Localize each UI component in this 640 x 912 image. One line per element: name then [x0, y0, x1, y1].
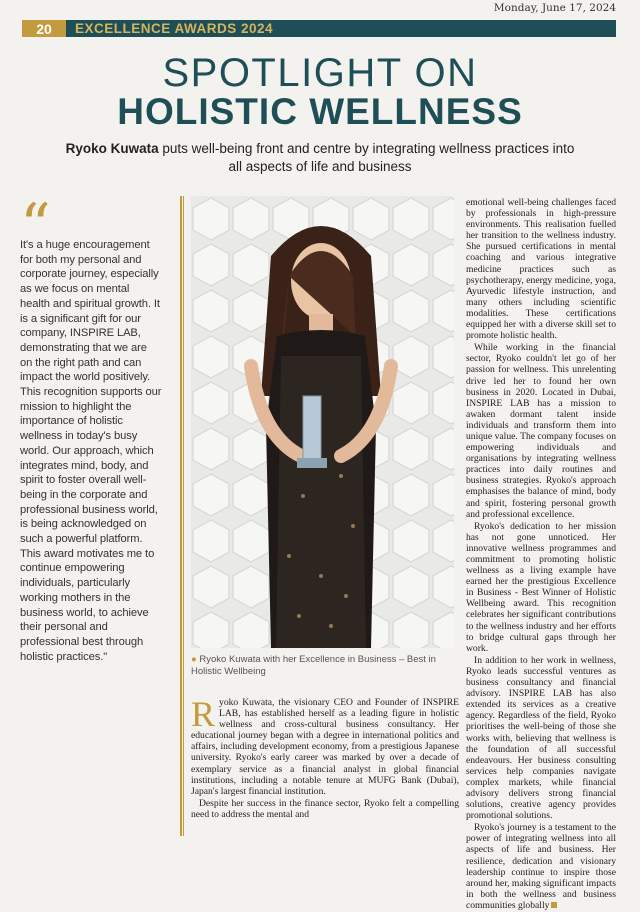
headline-line-2: HOLISTIC WELLNESS: [117, 91, 523, 132]
photo-caption: [191, 654, 457, 677]
article-column-right: [466, 197, 616, 912]
headline-line-1: SPOTLIGHT ON: [162, 51, 478, 95]
section-header-bar: [22, 20, 616, 37]
article-column-middle: [191, 694, 459, 821]
article-paragraph: Ryoko's dedication to her mission has not gone unnoticed. Her innovative wellness programmes and commitment to promoting holistic wellness as a living example have earned her the prestigious Excellence in Business - Best Winner of Holistic Wellbeing award. This recognition celebrates her significant contributions to the wellness industry and her efforts to bridge cultural gaps through her work.: [466, 520, 616, 654]
article-paragraph-final: [466, 822, 616, 911]
quote-mark-icon: “: [20, 191, 51, 261]
article-paragraph-text: yoko Kuwata, the visionary CEO and Founder of INSPIRE LAB, has established herself as a leading figure in holistic wellness and cross-cultural business consultancy. Her educational journey began with a degree in international politics and affairs, including development economy, from a prestigious Japanese university. Ryoko's early career was marked by over a decade of exemplary service as a financial analyst in global financial institutions, including a notable tenure at MUFG Bank (Dubai), Japan's largest financial institution.: [191, 697, 459, 797]
end-mark-icon: [551, 902, 557, 908]
article-paragraph: emotional well-being challenges faced by professionals in high-pressure environments. This realisation fuelled her transition to the wellness industry. She pursued certifications in mental coaching and various integrative medicine practices such as psychotherapy, energy medicine, yoga, Ayurvedic lifestyle instruction, and many others including scientific modalities. These certifications equipped her with a diverse skill set to promote holistic health.: [466, 197, 616, 342]
pull-quote: It's a huge encouragement for both my personal and corporate journey, especially as we focus on mental health and spiritual growth. It is a significant gift for our company, INSPIRE LAB, demonstrating that we are on the right path and can impact the world positively. This recognition supports our mission to highlight the importance of holistic wellness in today's busy world. Our approach, which integrates mind, body, and spirit to foster overall well-being in the corporate and professional business world, is being acknowledged on such a powerful platform. This award motivates me to continue empowering individuals, particularly working mothers in the business world, to achieve their personal and professional best through holistic practices.": [20, 239, 162, 663]
caption-bullet-icon: ●: [191, 654, 197, 665]
column-divider-thin: [183, 196, 184, 836]
page-number: 20: [22, 20, 66, 37]
standfirst-text: puts well-being front and centre by integrating wellness practices into all aspects of life and business: [158, 141, 575, 174]
article-paragraph: Despite her success in the finance sector, Ryoko felt a compelling need to address the mental and: [191, 797, 459, 820]
standfirst: [60, 140, 580, 176]
photo-caption-text: Ryoko Kuwata with her Excellence in Business – Best in Holistic Wellbeing: [191, 654, 436, 677]
article-paragraph: In addition to her work in wellness, Ryoko leads successful ventures as business consultancy and financial advisory. INSPIRE LAB has also extended its services as a creative agency. Regardless of the field, Ryoko prioritises the well-being of those she works with, believing that wellness is the foundation of all successful endeavours. Her business consulting services help companies navigate complex markets, while financial advisory delivers strong financial solutions, creative agency provides promotional solutions.: [466, 654, 616, 822]
section-title: EXCELLENCE AWARDS 2024: [75, 21, 274, 36]
article-paragraph: [191, 694, 459, 797]
drop-cap: R: [191, 694, 216, 734]
column-divider: [180, 196, 182, 836]
portrait-photo: [191, 196, 454, 648]
standfirst-name: Ryoko Kuwata: [65, 141, 159, 156]
article-paragraph-text: Ryoko's journey is a testament to the power of integrating wellness into all aspects of life and business. Her resilience, dedication and visionary leadership continue to inspire those around her, making significant impacts in both the wellness and business communities globally: [466, 822, 616, 911]
portrait-illustration: [191, 196, 454, 648]
issue-date: Monday, June 17, 2024: [493, 2, 616, 14]
article-paragraph: While working in the financial sector, Ryoko couldn't let go of her passion for wellness. This unrelenting drive led her to found her own business in 2020. Located in Dubai, INSPIRE LAB has a mission to awaken dormant talent inside individuals and transform them into unique value. The company focuses on empowering individuals and organisations by integrating wellness practices into daily routines and business strategies. Ryoko's approach emphasises the balance of mind, body and spirit, fostering personal growth and professional excellence.: [466, 342, 616, 520]
